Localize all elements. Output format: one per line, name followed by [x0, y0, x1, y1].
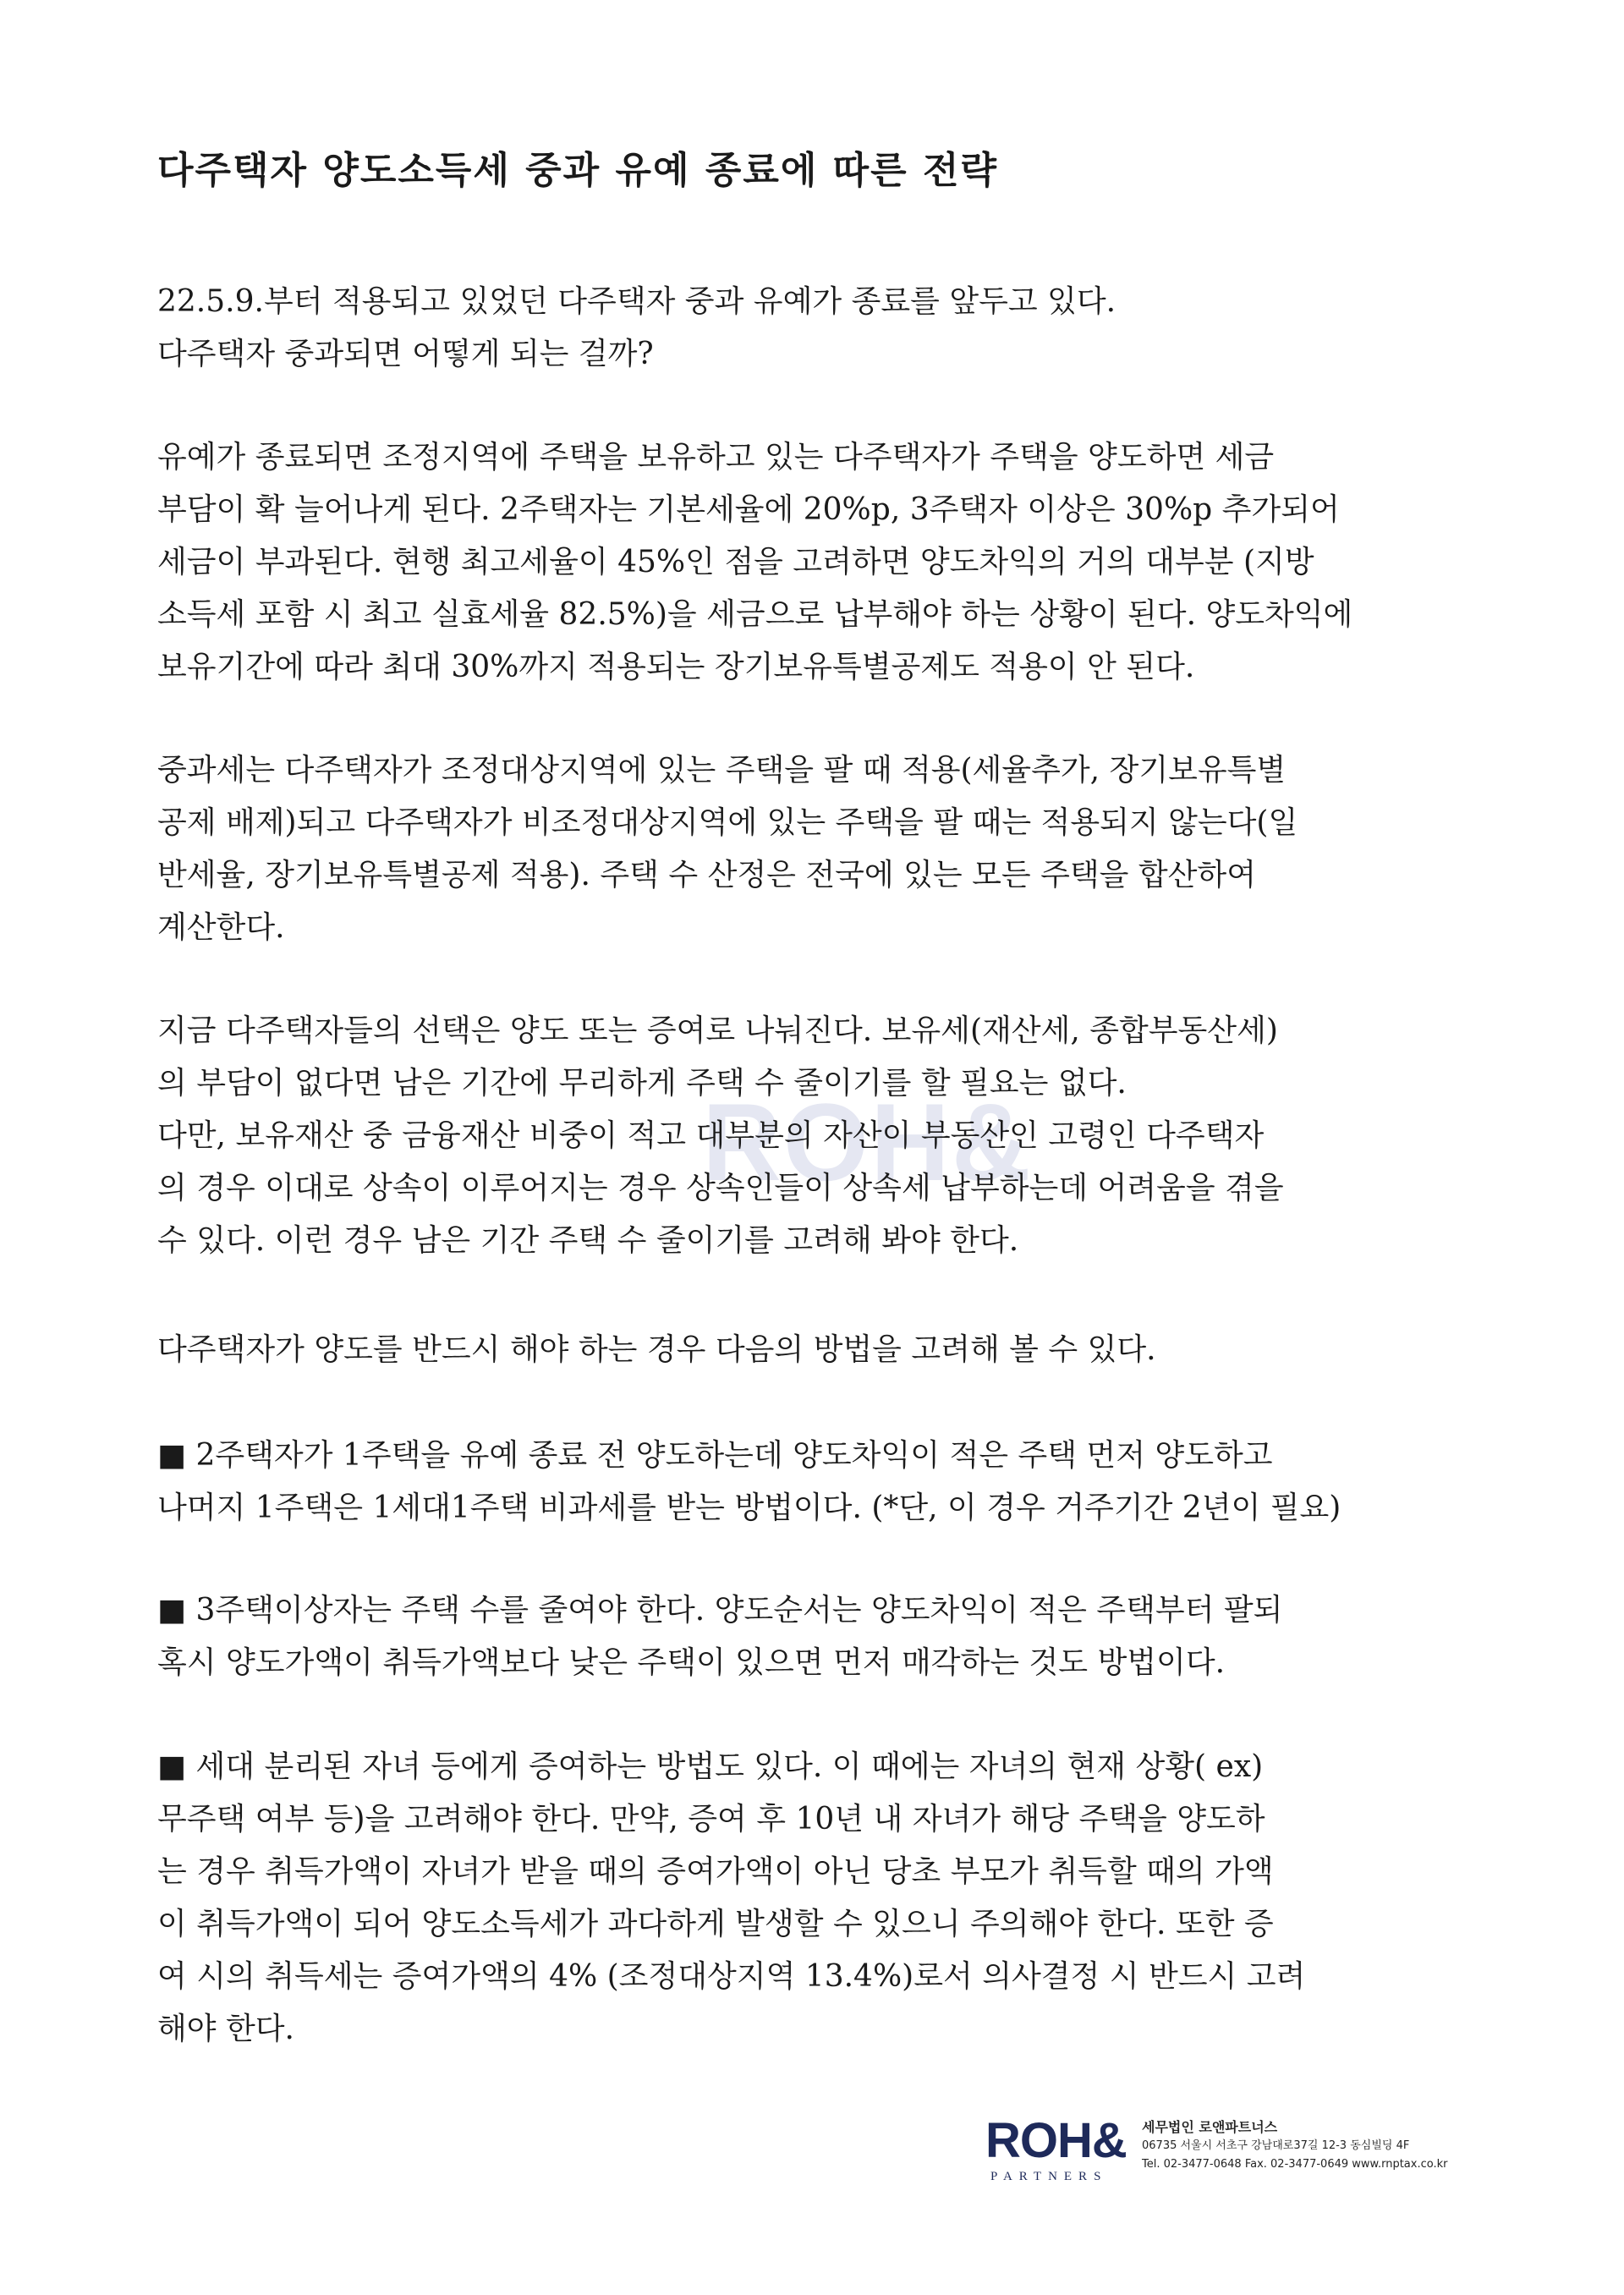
bullet-two-homes: [157, 1430, 1477, 1535]
text-line: 소득세 포함 시 최고 실효세율 82.5%)을 세금으로 납부해야 하는 상황이 된다. 양도차익에: [157, 597, 1353, 632]
text-line: 유예가 종료되면 조정지역에 주택을 보유하고 있는 다주택자가 주택을 양도하면 세금: [157, 440, 1275, 475]
text-line: 공제 배제)되고 다주택자가 비조정대상지역에 있는 주택을 팔 때는 적용되지 않는다(일: [157, 805, 1298, 840]
bullet-three-homes: [157, 1584, 1477, 1689]
text-line: 반세율, 장기보유특별공제 적용). 주택 수 산정은 전국에 있는 모든 주택을 합산하여: [157, 858, 1256, 892]
paragraph-surcharge: [157, 744, 1477, 954]
text-line: 는 경우 취득가액이 자녀가 받을 때의 증여가액이 아닌 당초 부모가 취득할 때의 가액: [157, 1854, 1274, 1889]
text-line: 부담이 확 늘어나게 된다. 2주택자는 기본세율에 20%p, 3주택자 이상은 30%p 추가되어: [157, 492, 1340, 527]
text-line: 의 부담이 없다면 남은 기간에 무리하게 주택 수 줄이기를 할 필요는 없다.: [157, 1066, 1127, 1101]
text-line: 다만, 보유재산 중 금융재산 비중이 적고 대부분의 자산이 부동산인 고령인 다주택자: [157, 1118, 1265, 1153]
paragraph-tax-burden: [157, 431, 1477, 694]
footer: [985, 2115, 1493, 2191]
watermark-logo: ROH&: [702, 1080, 1033, 1204]
company-name: 세무법인 로앤파트너스: [1142, 2119, 1278, 2135]
text-line: 의 경우 이대로 상속이 이루어지는 경우 상속인들이 상속세 납부하는데 어려움을 겪을: [157, 1171, 1284, 1205]
paragraph-methods-intro: [157, 1324, 1477, 1376]
bullet-gift: [157, 1741, 1477, 2056]
text-line: 다주택자가 양도를 반드시 해야 하는 경우 다음의 방법을 고려해 볼 수 있다.: [157, 1332, 1156, 1367]
company-info: [1142, 2118, 1447, 2174]
text-line: 보유기간에 따라 최대 30%까지 적용되는 장기보유특별공제도 적용이 안 된다.: [157, 650, 1195, 684]
text-line: 계산한다.: [157, 910, 285, 945]
company-logo: [985, 2115, 1129, 2191]
text-line: ■ 3주택이상자는 주택 수를 줄여야 한다. 양도순서는 양도차익이 적은 주택부터 팔되: [157, 1593, 1283, 1628]
company-address: 06735 서울시 서초구 강남대로37길 12-3 동심빌딩 4F: [1142, 2139, 1410, 2152]
text-line: 다주택자 중과되면 어떻게 되는 걸까?: [157, 337, 654, 371]
text-line: 이 취득가액이 되어 양도소득세가 과다하게 발생할 수 있으니 주의해야 한다. 또한 증: [157, 1907, 1274, 1941]
text-line: 세금이 부과된다. 현행 최고세율이 45%인 점을 고려하면 양도차익의 거의 대부분 (지방: [157, 545, 1314, 579]
text-line: 혹시 양도가액이 취득가액보다 낮은 주택이 있으면 먼저 매각하는 것도 방법이다.: [157, 1645, 1226, 1680]
text-line: 수 있다. 이런 경우 남은 기간 주택 수 줄이기를 고려해 봐야 한다.: [157, 1223, 1019, 1258]
text-line: 중과세는 다주택자가 조정대상지역에 있는 주택을 팔 때 적용(세율추가, 장기보유특별: [157, 753, 1287, 788]
text-line: 나머지 1주택은 1세대1주택 비과세를 받는 방법이다. (*단, 이 경우 거주기간 2년이 필요): [157, 1491, 1341, 1525]
text-line: ■ 2주택자가 1주택을 유예 종료 전 양도하는데 양도차익이 적은 주택 먼저 양도하고: [157, 1438, 1273, 1473]
company-contact: Tel. 02-3477-0648 Fax. 02-3477-0649 www.rnptax.co.kr: [1142, 2158, 1448, 2171]
text-line: 지금 다주택자들의 선택은 양도 또는 증여로 나눠진다. 보유세(재산세, 종합부동산세): [157, 1013, 1278, 1048]
logo-subtitle: PARTNERS: [990, 2170, 1108, 2183]
text-line: 여 시의 취득세는 증여가액의 4% (조정대상지역 13.4%)로서 의사결정 시 반드시 고려: [157, 1959, 1306, 1994]
paragraph-intro: [157, 276, 1477, 381]
logo-wordmark: ROH&: [985, 2113, 1127, 2168]
text-line: 해야 한다.: [157, 2012, 294, 2046]
text-line: 22.5.9.부터 적용되고 있었던 다주택자 중과 유예가 종료를 앞두고 있다.: [157, 284, 1116, 319]
paragraph-choices: [157, 1005, 1477, 1267]
text-line: 무주택 여부 등)을 고려해야 한다. 만약, 증여 후 10년 내 자녀가 해당 주택을 양도하: [157, 1802, 1265, 1837]
document-title: 다주택자 양도소득세 중과 유예 종료에 따른 전략: [157, 149, 998, 192]
text-line: ■ 세대 분리된 자녀 등에게 증여하는 방법도 있다. 이 때에는 자녀의 현재 상황( ex): [157, 1749, 1264, 1784]
